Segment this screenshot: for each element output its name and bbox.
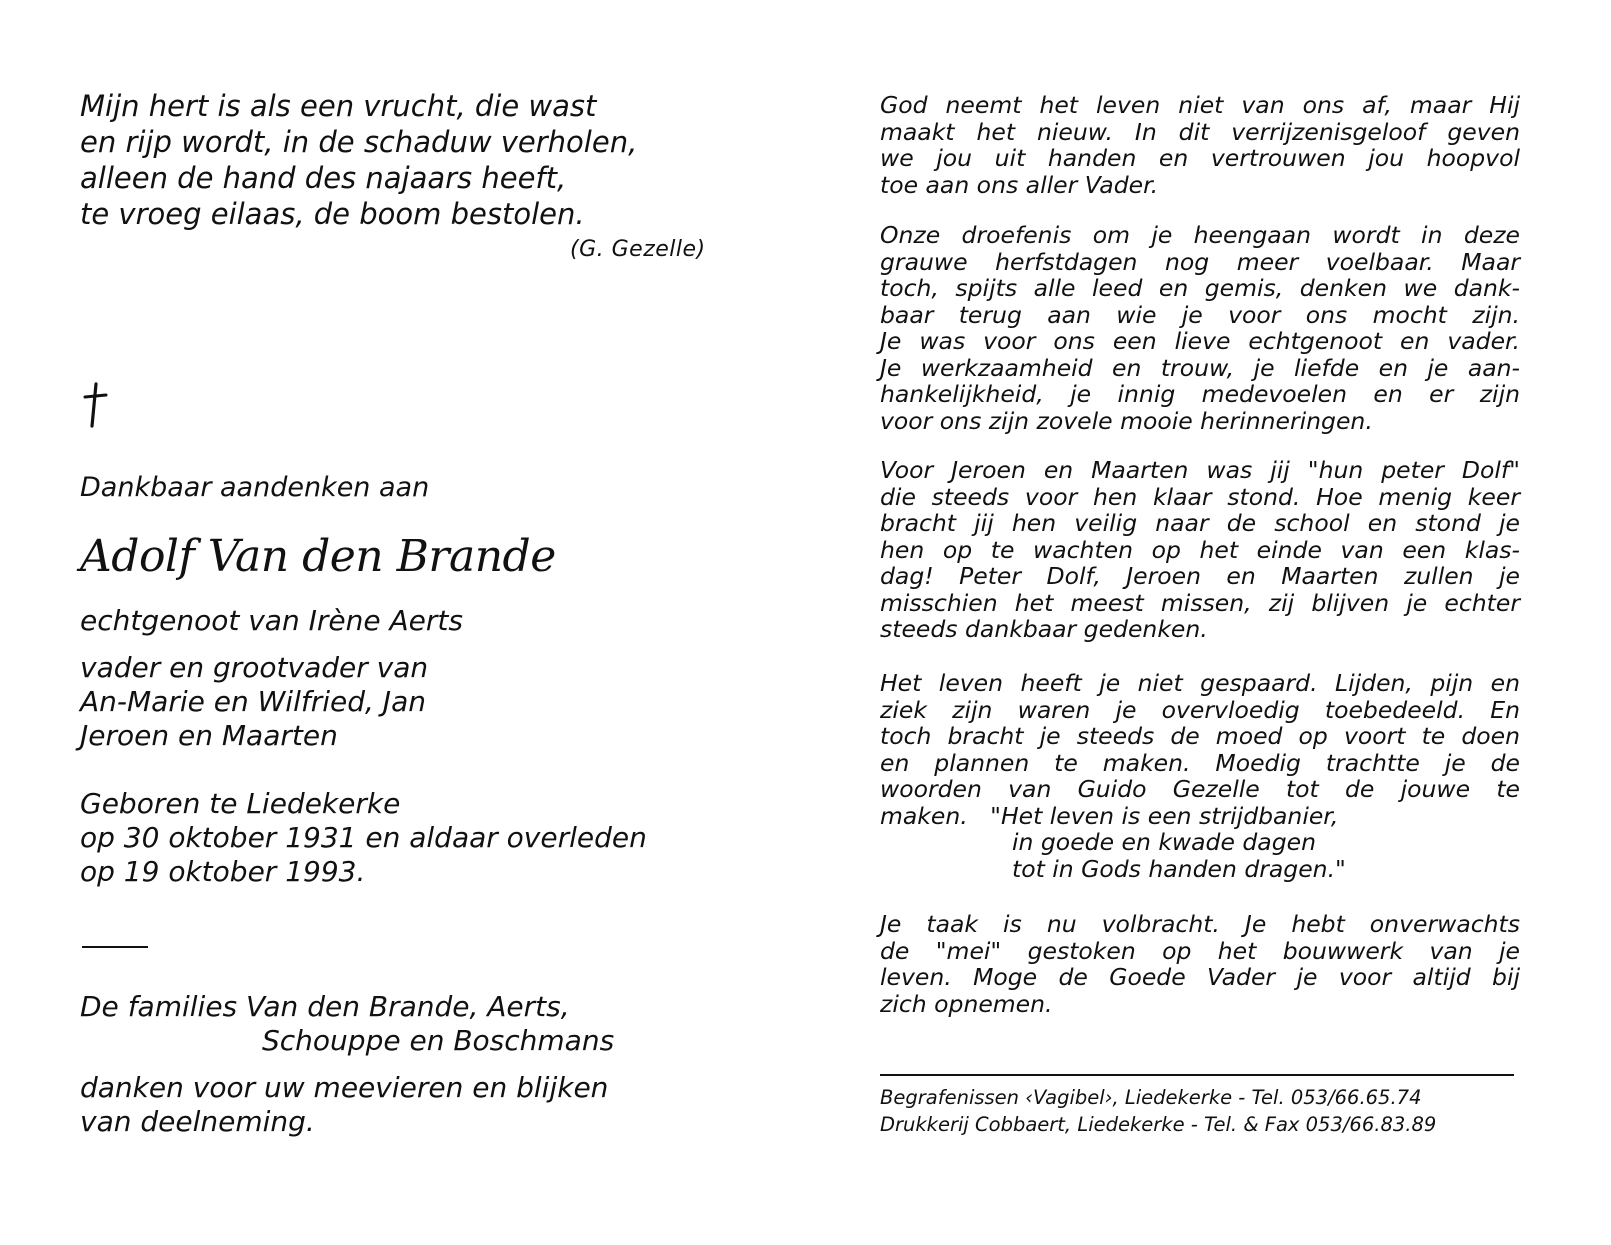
- families-block: [80, 990, 614, 1058]
- thanks-block: [80, 1071, 608, 1139]
- spouse-text: echtgenoot van Irène Aerts: [80, 604, 463, 637]
- paragraph-line: toch, spijts alle leed en gemis, denken we dank-: [880, 274, 1520, 302]
- quote-line: in goede en kwade dagen: [1012, 828, 1316, 856]
- paragraph-line: Je was voor ons een lieve echtgenoot en vader.: [880, 327, 1520, 355]
- paragraph-line: hankelijkheid, je innig medevoelen en er zijn: [880, 380, 1520, 408]
- paragraph-line: baar terug aan wie je voor ons mocht zijn.: [880, 300, 1520, 329]
- paragraph-line: Het leven heeft je niet gespaard. Lijden, pijn en: [880, 669, 1520, 697]
- thanks-line: danken voor uw meevieren en blijken: [80, 1071, 609, 1104]
- paragraph-line: misschien het meest missen, zij blijven je echter: [880, 588, 1520, 617]
- paragraph-faith: [880, 92, 1520, 198]
- paragraph-line: hen op te wachten op het einde van een klas-: [880, 535, 1520, 564]
- paragraph-line: steeds dankbaar gedenken.: [880, 615, 1208, 643]
- paragraph-closing: [880, 911, 1520, 1017]
- paragraph-line: en plannen te maken. Moedig trachtte je de: [880, 748, 1520, 777]
- paragraph-line: ziek zijn waren je overvloedig toebedeeld. En: [880, 695, 1520, 724]
- poem-line: alleen de hand des najaars heeft,: [80, 161, 567, 195]
- paragraph-line: maakt het nieuw. In dit verrijzenisgeloof geven: [880, 117, 1520, 146]
- intro-text: Dankbaar aandenken aan: [80, 472, 430, 503]
- paragraph-line: zich opnemen.: [880, 989, 1053, 1018]
- printer-footer: [880, 1084, 1514, 1138]
- paragraph-line: God neemt het leven niet van ons af, maar Hij: [880, 91, 1520, 119]
- short-divider: [82, 946, 148, 948]
- paragraph-line: Je werkzaamheid en trouw, je liefde en je aan-: [880, 353, 1520, 382]
- quote-first-line: [880, 803, 1520, 830]
- families-line: De families Van den Brande, Aerts,: [80, 990, 570, 1023]
- paragraph-line: leven. Moge de Goede Vader je voor altijd bij: [880, 963, 1520, 991]
- quote-lead: maken.: [880, 801, 968, 830]
- paragraph-suffering: [880, 670, 1520, 882]
- birth-death-line: op 19 oktober 1993.: [80, 855, 366, 888]
- paragraph-line: de "mei" gestoken op het bouwwerk van je: [880, 936, 1520, 965]
- poem-attribution: (G. Gezelle): [570, 237, 706, 262]
- paragraph-grief: [880, 222, 1520, 434]
- funeral-home-line: Begrafenissen ‹Vagibel›, Liedekerke - Tel. 053/66.65.74: [880, 1086, 1422, 1109]
- quote-line: tot in Gods handen dragen.": [1012, 854, 1346, 883]
- family-line: vader en grootvader van: [80, 651, 429, 684]
- poem-line: Mijn hert is als een vrucht, die wast: [80, 89, 597, 123]
- paragraph-line: die steeds voor hen klaar stond. Hoe menig keer: [880, 482, 1520, 511]
- paragraph-line: bracht jij hen veilig naar de school en stond je: [880, 509, 1520, 537]
- thanks-line: van deelneming.: [80, 1105, 315, 1138]
- cross-icon: [82, 382, 108, 428]
- families-line: Schouppe en Boschmans: [262, 1024, 615, 1057]
- family-block: [80, 651, 428, 753]
- footer-divider: [880, 1074, 1514, 1076]
- paragraph-line: woorden van Guido Gezelle tot de jouwe te: [880, 775, 1520, 803]
- poem-line: te vroeg eilaas, de boom bestolen.: [80, 197, 585, 231]
- poem: [80, 88, 780, 232]
- paragraph-line: we jou uit handen en vertrouwen jou hoopvol: [880, 144, 1520, 172]
- paragraph-line: Je taak is nu volbracht. Je hebt onverwachts: [880, 910, 1520, 938]
- paragraph-line: grauwe herfstdagen nog meer voelbaar. Maar: [880, 247, 1520, 276]
- paragraph-line: voor ons zijn zovele mooie herinneringen.: [880, 406, 1373, 435]
- deceased-name: Adolf Van den Brande: [80, 531, 556, 582]
- paragraph-line: toch bracht je steeds de moed op voort te doen: [880, 722, 1520, 750]
- quote-text: "Het leven is een strijdbanier,: [990, 801, 1339, 830]
- birth-death-line: Geboren te Liedekerke: [80, 787, 401, 820]
- paragraph-line: Onze droefenis om je heengaan wordt in deze: [880, 221, 1520, 249]
- paragraph-line: dag! Peter Dolf, Jeroen en Maarten zullen je: [880, 562, 1520, 590]
- poem-line: en rijp wordt, in de schaduw verholen,: [80, 125, 638, 159]
- birth-death-line: op 30 oktober 1931 en aldaar overleden: [80, 821, 647, 854]
- family-line: Jeroen en Maarten: [80, 719, 338, 752]
- birth-death-block: [80, 787, 647, 889]
- paragraph-line: Voor Jeroen en Maarten was jij "hun peter Dolf": [880, 456, 1520, 484]
- printer-line: Drukkerij Cobbaert, Liedekerke - Tel. & Fax 053/66.83.89: [880, 1113, 1437, 1136]
- paragraph-grandchildren: [880, 457, 1520, 643]
- family-line: An-Marie en Wilfried, Jan: [80, 685, 426, 718]
- paragraph-line: toe aan ons aller Vader.: [880, 170, 1159, 199]
